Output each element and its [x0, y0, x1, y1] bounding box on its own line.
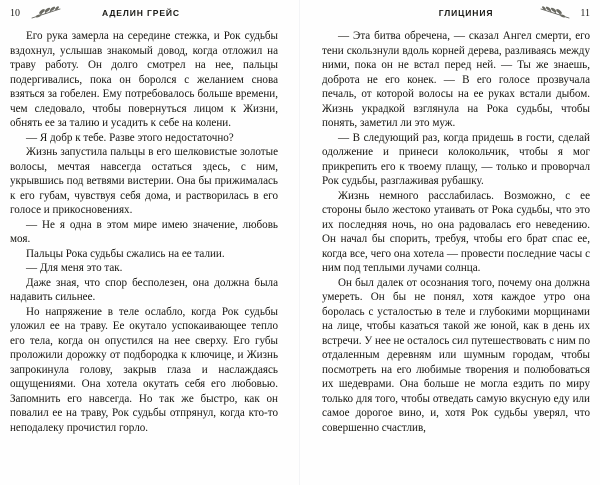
paragraph: Пальцы Рока судьбы сжались на ее талии.: [26, 247, 225, 260]
running-head-right: [322, 4, 590, 22]
paragraph: Но напряжение в теле ослабло, когда Рок судьбы уложил ее на траву. Ее окутало успокаивающее тепло его тела, когда он опустился на нее сверху. Его губы проложили дорожку от подбородка к ключице, и Жизнь запрокинула голову, закрыв глаза и наслаждаясь ощущениями. Она хотела окутать себя его любовью. Запомнить его навсегда. Но так же быстро, как он повалил ее на траву, Рок судьбы отпрянул, когда кто-то неподалеку прочистил горло.: [10, 305, 278, 434]
paragraph: Даже зная, что спор бесполезен, она должна была надавить сильнее.: [10, 276, 278, 304]
paragraph: — В следующий раз, когда придешь в гости, сделай одолжение и принеси колокольчик, чтобы я мог прикрепить его к твоему плащу, — только и проворчал Рок судьбы, разглаживая рубашку.: [322, 131, 590, 188]
running-title-right: ГЛИЦИНИЯ: [438, 8, 494, 18]
paragraph: — Я добр к тебе. Разве этого недостаточно?: [26, 131, 234, 144]
paragraph: — Не я одна в этом мире имею значение, любовь моя.: [10, 218, 278, 246]
paragraph: Жизнь немного расслабилась. Возможно, с ее стороны было жестоко утаивать от Рока судьбы, что это их последняя ночь, но она радовалась его неведению. Он начал бы спорить, требуя, чтобы его брат спас ее, когда все, чего она хотела — провести последние часы с ним под теплыми лучами солнца.: [322, 189, 590, 275]
paragraph: Жизнь запустила пальцы в его шелковистые золотые волосы, мечтая навсегда остаться здесь, с ним, укрывшись под ветвями вистерии. Она бы прижималась к его губам, чувствуя себя дома, и растворилась в его голосе и прикосновениях.: [10, 146, 278, 217]
paragraph: — Для меня это так.: [26, 262, 123, 275]
page-number-right: 11: [580, 7, 590, 19]
page-number-left: 10: [10, 7, 20, 19]
leaf-branch-ornament-icon: [537, 6, 571, 20]
paragraph: Он был далек от осознания того, почему она должна умереть. Он бы не понял, хотя каждое утро она боролась с усталостью в теле и глубокими морщинами на лице, чтобы казаться такой же юной, как в день их встречи. У нее не осталось сил путешествовать с ним по отдаленным деревням или шумным городам, чтобы посмотреть на его любимые творения и полюбоваться их шедеврами. Она больше не могла ездить по миру только для того, чтобы отведать самую вкусную еду или самое дорогое вино, и, хотя Рок судьбы уверял, что совершенно счастлив,: [322, 276, 590, 434]
running-title-left: АДЕЛИН ГРЕЙС: [102, 8, 180, 18]
running-head-left: [10, 4, 278, 22]
leaf-branch-ornament-icon: [30, 6, 64, 20]
right-page: [300, 0, 600, 485]
paragraph: Его рука замерла на середине стежка, и Рок судьбы вздохнул, услышав знакомый довод, когда отложил на траву работу. Он долго смотрел на нее, пальцы подергивались, пока он боролся с желанием снова взяться за гобелен. Ему потребовалось больше времени, чем следовало, чтобы повернуться лицом к Жизни, обнять ее за талию и усадить к себе на колени.: [10, 30, 278, 130]
paragraph: — Эта битва обречена, — сказал Ангел смерти, его тени скользнули вдоль корней дерева, разливаясь между ними, пока он не встал перед ней. — Ты же знаешь, доброта не его конек. — В его голосе прозвучала печаль, от которой волосы на ее руках встали дыбом. Жизнь украдкой взглянула на Рока судьбы, чтобы понять, заметил ли это муж.: [322, 30, 590, 130]
left-page-text-column: [10, 29, 278, 435]
right-page-text-column: [322, 29, 590, 435]
